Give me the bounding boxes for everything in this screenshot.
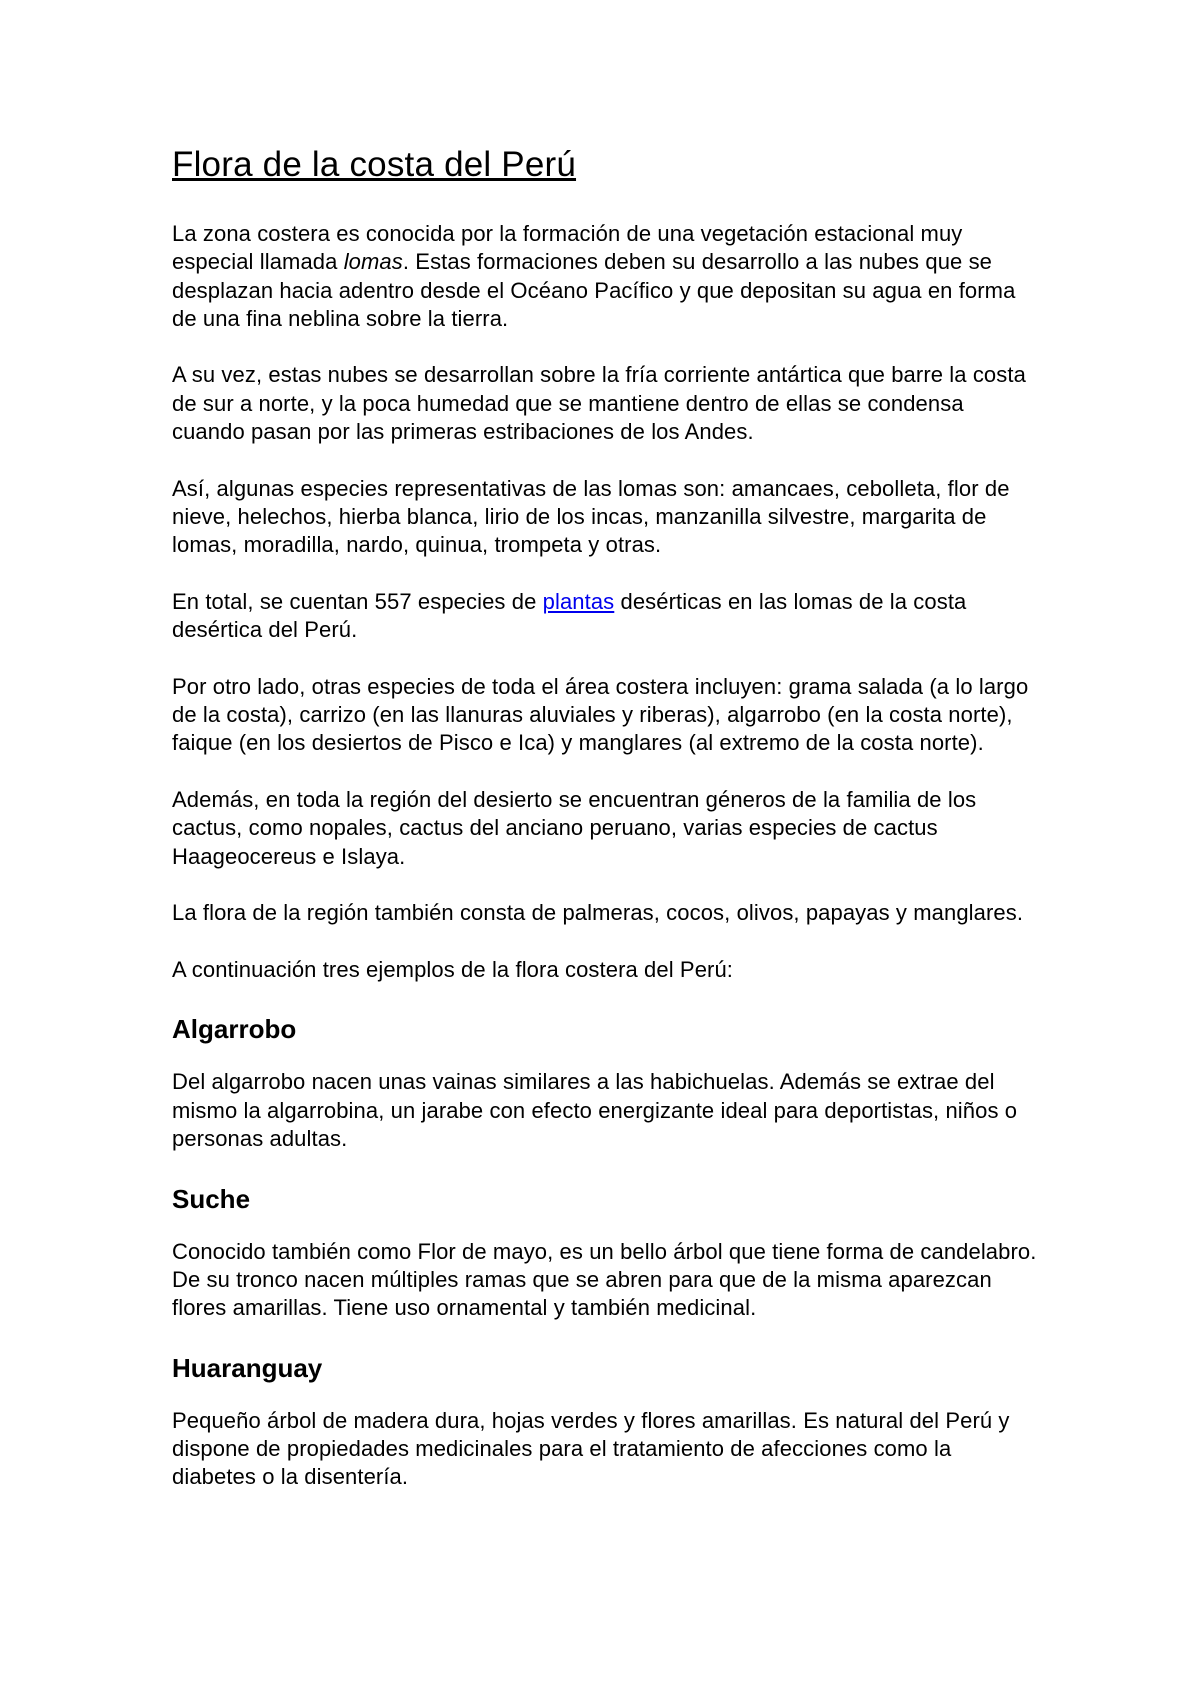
intro-paragraph-4-text-b: desérticas en las lomas de la costa desértica del Perú. xyxy=(172,588,967,643)
lomas-term: lomas xyxy=(343,249,403,275)
section-suche xyxy=(172,1182,1040,1323)
section-text-suche: Conocido también como Flor de mayo, es un bello árbol que tiene forma de candelabro. De su tronco nacen múltiples ramas que se abren para que de la misma aparezcan flores amarillas. Tiene uso ornamental y también medicinal. xyxy=(172,1238,1037,1321)
intro-paragraph-4 xyxy=(172,588,1040,645)
section-text-algarrobo: Del algarrobo nacen unas vainas similares a las habichuelas. Además se extrae del mismo la algarrobina, un jarabe con efecto energizante ideal para deportistas, niños o personas adultas. xyxy=(172,1069,1018,1151)
section-algarrobo xyxy=(172,1012,1040,1153)
page-title: Flora de la costa del Perú xyxy=(172,145,577,184)
intro-paragraph-1 xyxy=(172,220,1040,333)
section-heading-suche: Suche xyxy=(172,1183,251,1214)
section-huaranguay xyxy=(172,1351,1040,1492)
section-heading-algarrobo: Algarrobo xyxy=(172,1014,297,1045)
intro-paragraph-5: Por otro lado, otras especies de toda el área costera incluyen: grama salada (a lo largo de la costa), carrizo (en las llanuras aluviales y riberas), algarrobo (en la costa norte), faique (en los desiertos de Pisco e Ica) y manglares (al extremo de la costa norte). xyxy=(172,673,1029,756)
intro-paragraph-2: A su vez, estas nubes se desarrollan sobre la fría corriente antártica que barre la costa de sur a norte, y la poca humedad que se mantiene dentro de ellas se condensa cuando pasan por las primeras estribaciones de los Andes. xyxy=(172,362,1026,445)
intro-paragraph-1-text-a: La zona costera es conocida por la formación de una vegetación estacional muy especial llamada xyxy=(172,221,963,275)
document-page xyxy=(172,140,1040,1520)
intro-paragraph-7: La flora de la región también consta de palmeras, cocos, olivos, papayas y manglares. xyxy=(172,900,1024,926)
plantas-link[interactable]: plantas xyxy=(542,588,615,614)
intro-paragraph-1-text-b: . Estas formaciones deben su desarrollo a las nubes que se desplazan hacia adentro desde el Océano Pacífico y que depositan su agua en forma de una fina neblina sobre la tierra. xyxy=(172,249,1016,331)
intro-paragraph-8: A continuación tres ejemplos de la flora costera del Perú: xyxy=(172,956,733,982)
intro-paragraph-6: Además, en toda la región del desierto se encuentran géneros de la familia de los cactus, como nopales, cactus del anciano peruano, varias especies de cactus Haageocereus e Islaya. xyxy=(172,786,977,869)
section-text-huaranguay: Pequeño árbol de madera dura, hojas verdes y flores amarillas. Es natural del Perú y dispone de propiedades medicinales para el tratamiento de afecciones como la diabetes o la disentería. xyxy=(172,1407,1010,1490)
intro-paragraph-3: Así, algunas especies representativas de las lomas son: amancaes, cebolleta, flor de nieve, helechos, hierba blanca, lirio de los incas, manzanilla silvestre, margarita de lomas, moradilla, nardo, quinua, trompeta y otras. xyxy=(172,475,1010,558)
intro-paragraph-4-text-a: En total, se cuentan 557 especies de xyxy=(172,588,543,614)
section-heading-huaranguay: Huaranguay xyxy=(172,1352,323,1383)
